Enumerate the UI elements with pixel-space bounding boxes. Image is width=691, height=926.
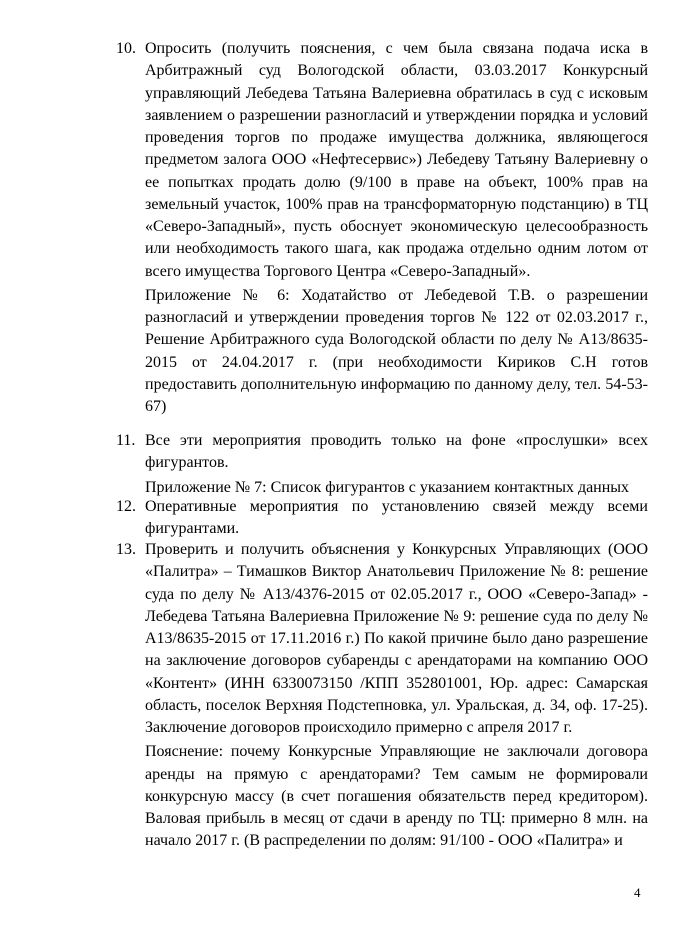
- item-number: 12.: [116, 498, 136, 515]
- item-text: Оперативные мероприятия по установлению связей между всеми фигурантами.: [145, 498, 648, 538]
- list-item-10: [116, 38, 648, 418]
- item-number: 10.: [116, 40, 136, 57]
- item-text: Опросить (получить пояснения, с чем была связана подача иска в Арбитражный суд Вологодской области, 03.03.2017 Конкурсный управляющий Лебедева Татьяна Валериевна обратилась в суд с исковым заявлением о разрешении разногласий и утверждении порядка и условий проведения торгов по продаже имущества должника, являющегося предметом залога ООО «Нефтесервис») Лебедеву Татьяну Валериевну о ее попытках продать долю (9/100 в праве на объект, 100% прав на земельный участок, 100% прав на трансформаторную подстанцию) в ТЦ «Северо-Западный», пусть обоснует экономическую целесообразность или необходимость такого шага, как продажа отдельно одним лотом от всего имущества Торгового Центра «Северо-Западный».: [145, 40, 648, 280]
- item-number: 13.: [116, 541, 136, 558]
- item-text: Проверить и получить объяснения у Конкурсных Управляющих (ООО «Палитра» – Тимашков Виктор Анатольевич Приложение № 8: решение суда по делу № А13/4376-2015 от 02.05.2017 г., ООО «Северо-Запад» - Лебедева Татьяна Валериевна Приложение № 9: решение суда по делу № А13/8635-2015 от 17.11.2016 г.) По какой причине было дано разрешение на заключение договоров субаренды с арендаторами на компанию ООО «Контент» (ИНН 6330073150 /КПП 352801001, Юр. адрес: Самарская область, поселок Верхняя Подстепновка, ул. Уральская, д. 34, оф. 17-25). Заключение договоров происходило примерно с апреля 2017 г.: [145, 541, 648, 736]
- appendix-note: Приложение № 6: Ходатайство от Лебедевой Т.В. о разрешении разногласий и утверждении проведения торгов № 122 от 02.03.2017 г., Решение Арбитражного суда Вологодской области по делу № А13/8635-2015 от 24.04.2017 г. (при необходимости Кириков С.Н готов предоставить дополнительную информацию по данному делу, тел. 54-53-67): [145, 286, 648, 415]
- item-text: Все эти мероприятия проводить только на фоне «прослушки» всех фигурантов.: [145, 432, 648, 472]
- explanation-note: Пояснение: почему Конкурсные Управляющие не заключали договора аренды на прямую с арендаторами? Тем самым не формировали конкурсную массу (в счет погашения обязательств перед кредитором). Валовая прибыль в месяц от сдачи в аренду по ТЦ: примерно 8 млн. на начало 2017 г. (В распределении по долям: 91/100 - ООО «Палитра» и: [145, 743, 648, 850]
- list-item-11: [116, 430, 648, 499]
- appendix-note: Приложение № 7: Список фигурантов с указанием контактных данных: [145, 478, 630, 496]
- list-item-12: [116, 496, 648, 541]
- list-item-13: [116, 539, 648, 853]
- item-number: 11.: [116, 432, 136, 449]
- page-number: 4: [634, 885, 641, 900]
